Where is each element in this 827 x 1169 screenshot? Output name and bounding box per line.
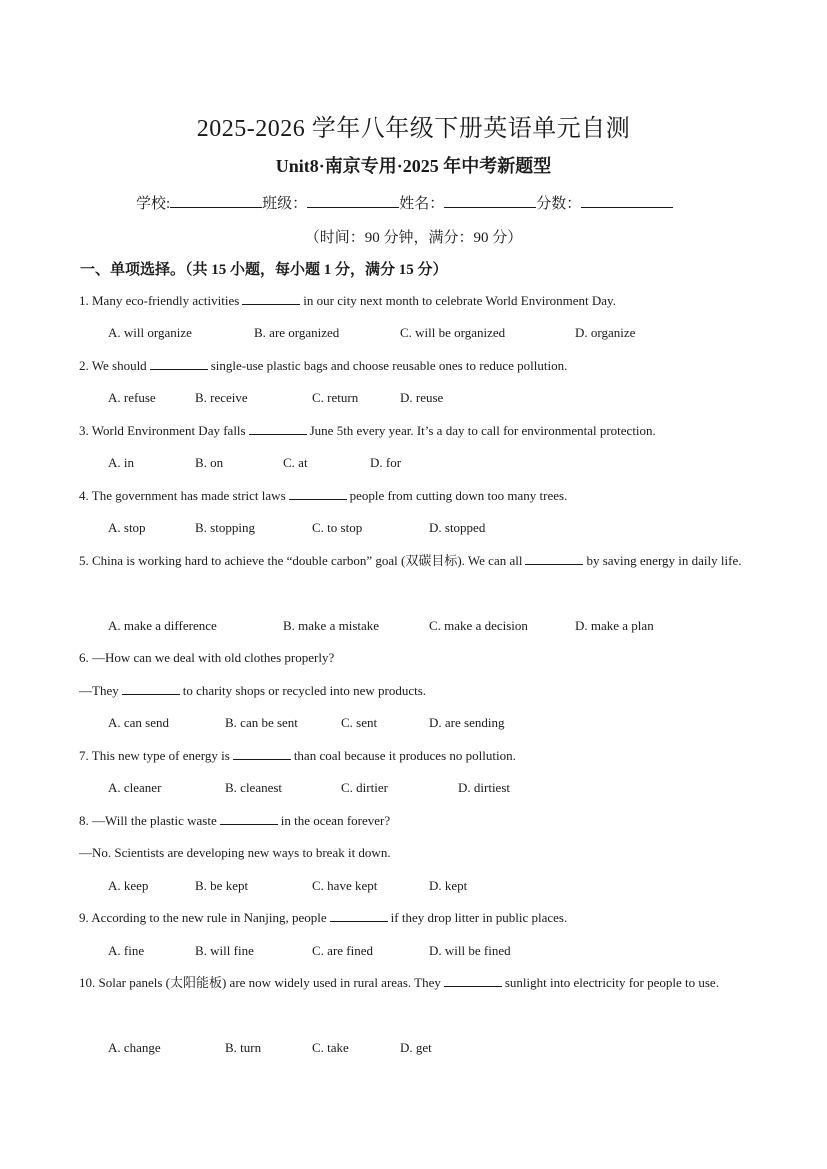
class-label: 班级：: [262, 196, 308, 212]
section-heading: 一、单项选择。（共 15 小题，每小题 1 分，满分 15 分）: [80, 262, 448, 278]
score-blank: [581, 193, 673, 208]
question-stem: [79, 740, 749, 772]
option-d: D. are sending: [429, 715, 505, 730]
answer-blank: [330, 909, 388, 922]
question-text: single-use plastic bags and choose reusable ones to reduce pollution.: [210, 358, 568, 373]
exam-subtitle: Unit8·南京专用·2025 年中考新题型: [275, 156, 552, 176]
option-a: A. can send: [108, 715, 170, 730]
question-text: 7. This new type of energy is: [79, 748, 230, 763]
answer-blank: [444, 974, 502, 987]
school-blank: [170, 193, 262, 208]
question-text: 4. The government has made strict laws: [79, 488, 286, 503]
question-stem: [79, 967, 749, 999]
question-text: 10. Solar panels (太阳能板) are now widely used in rural areas. They: [79, 975, 441, 990]
question-text: if they drop litter in public places.: [390, 910, 568, 925]
option-b: B. on: [195, 455, 224, 470]
option-a: A. stop: [108, 520, 146, 535]
option-a: A. will organize: [108, 325, 192, 340]
question-text: 8. —Will the plastic waste: [79, 813, 217, 828]
exam-title: 2025-2026 学年八年级下册英语单元自测: [196, 116, 631, 142]
option-a: A. change: [108, 1040, 161, 1055]
question-text: 2. We should: [79, 358, 147, 373]
option-d: D. organize: [575, 325, 636, 340]
question-text: to charity shops or recycled into new products.: [182, 683, 427, 698]
question-text: 9. According to the new rule in Nanjing, people: [79, 910, 327, 925]
option-b: B. can be sent: [225, 715, 298, 730]
question-stem: [79, 642, 749, 674]
answer-blank: [220, 812, 278, 825]
question-text: by saving energy in daily life.: [586, 553, 742, 568]
option-b: B. receive: [195, 390, 248, 405]
score-label: 分数：: [536, 196, 582, 212]
option-d: D. reuse: [400, 390, 444, 405]
option-d: D. dirtiest: [458, 780, 510, 795]
option-c: C. make a decision: [429, 618, 528, 633]
option-a: A. make a difference: [108, 618, 217, 633]
option-b: B. stopping: [195, 520, 255, 535]
option-b: B. cleanest: [225, 780, 283, 795]
question-text: 6. —How can we deal with old clothes properly?: [79, 650, 335, 665]
answer-blank: [249, 422, 307, 435]
student-info-line: [136, 192, 673, 213]
option-c: C. sent: [341, 715, 378, 730]
option-c: C. return: [312, 390, 359, 405]
option-b: B. are organized: [254, 325, 340, 340]
question-text: than coal because it produces no pollution.: [293, 748, 516, 763]
option-c: C. will be organized: [400, 325, 506, 340]
time-info: （时间：90 分钟，满分：90 分）: [304, 230, 523, 246]
question-stem: [79, 675, 749, 707]
option-c: C. dirtier: [341, 780, 388, 795]
question-text: 5. China is working hard to achieve the “double carbon” goal (双碳目标). We can all: [79, 553, 523, 568]
answer-blank: [122, 682, 180, 695]
option-d: D. stopped: [429, 520, 486, 535]
name-blank: [444, 193, 536, 208]
question-text: sunlight into electricity for people to use.: [504, 975, 719, 990]
question-stem: [79, 350, 749, 382]
option-b: B. be kept: [195, 878, 249, 893]
answer-blank: [289, 487, 347, 500]
question-text: June 5th every year. It’s a day to call for environmental protection.: [309, 423, 656, 438]
question-stem: [79, 285, 749, 317]
answer-blank: [233, 747, 291, 760]
name-label: 姓名：: [399, 196, 445, 212]
question-stem: [79, 805, 749, 837]
question-stem: [79, 902, 749, 934]
option-b: B. turn: [225, 1040, 262, 1055]
question-stem: [79, 545, 749, 577]
option-d: D. will be fined: [429, 943, 511, 958]
question-text: 1. Many eco-friendly activities: [79, 293, 240, 308]
option-d: D. for: [370, 455, 402, 470]
option-c: C. have kept: [312, 878, 378, 893]
question-text: in the ocean forever?: [280, 813, 391, 828]
question-text: people from cutting down too many trees.: [349, 488, 568, 503]
question-stem: [79, 480, 749, 512]
option-c: C. are fined: [312, 943, 374, 958]
question-stem: [79, 837, 749, 869]
question-text: in our city next month to celebrate World Environment Day.: [303, 293, 616, 308]
option-a: A. fine: [108, 943, 145, 958]
option-c: C. at: [283, 455, 308, 470]
question-text: 3. World Environment Day falls: [79, 423, 246, 438]
option-d: D. make a plan: [575, 618, 654, 633]
option-a: A. in: [108, 455, 134, 470]
question-stem: [79, 415, 749, 447]
option-a: A. refuse: [108, 390, 156, 405]
school-label: 学校:: [136, 196, 171, 212]
option-b: B. make a mistake: [283, 618, 380, 633]
option-a: A. cleaner: [108, 780, 162, 795]
option-c: C. take: [312, 1040, 349, 1055]
question-text: —No. Scientists are developing new ways to break it down.: [79, 845, 391, 860]
answer-blank: [150, 357, 208, 370]
option-b: B. will fine: [195, 943, 254, 958]
answer-blank: [242, 292, 300, 305]
question-text: —They: [79, 683, 119, 698]
class-blank: [307, 193, 399, 208]
answer-blank: [525, 552, 583, 565]
option-d: D. kept: [429, 878, 468, 893]
option-c: C. to stop: [312, 520, 363, 535]
option-d: D. get: [400, 1040, 432, 1055]
option-a: A. keep: [108, 878, 149, 893]
